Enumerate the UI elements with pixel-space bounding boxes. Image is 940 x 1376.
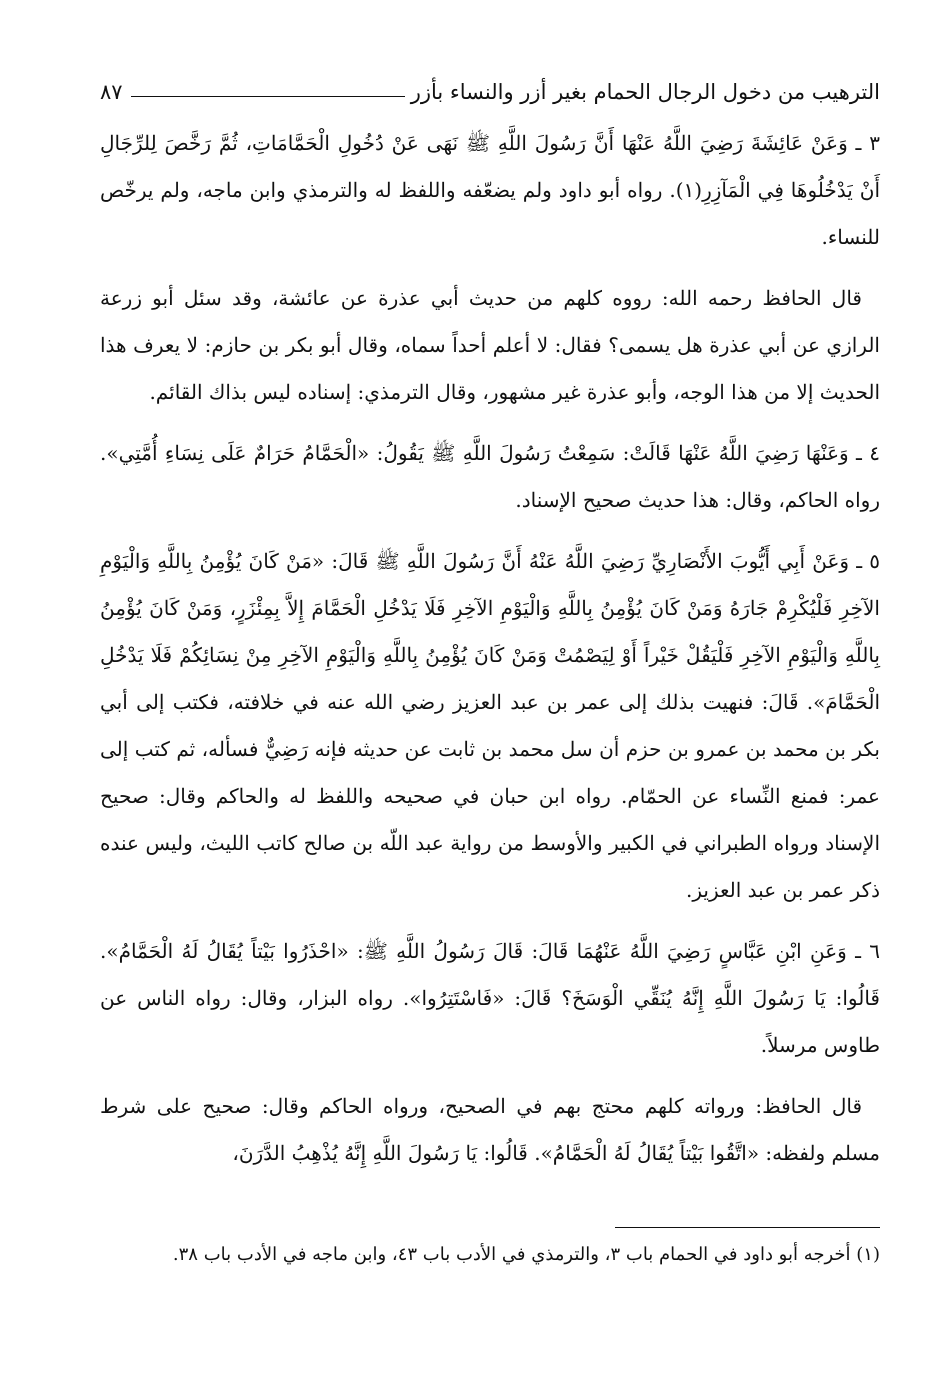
hafiz-commentary-paragraph-2: قال الحافظ: ورواته كلهم محتج بهم في الصحيح، ورواه الحاكم وقال: صحيح على شرط مسلم ولفظه: «اتَّقُوا بَيْتاً يُقَالُ لَهُ الْحَمَّامُ». قَالُوا: يَا رَسُولَ اللَّهِ إِنَّهُ يُذْهِبُ الدَّرَنَ، [100, 1094, 880, 1165]
footnote: (١) أخرجه أبو داود في الحمام باب ٣، والترمذي في الأدب باب ٤٣، وابن ماجه في الأدب باب ٣٨. [172, 1244, 880, 1265]
running-header [100, 72, 880, 112]
hadith-4-paragraph: ٤ ـ وَعَنْهَا رَضِيَ اللَّهُ عَنْهَا قَالَتْ: سَمِعْتُ رَسُولَ اللَّهِ ﷺ يَقُولُ: «الْحَمَّامُ حَرَامٌ عَلَى نِسَاءِ أُمَّتِي». رواه الحاكم، وقال: هذا حديث صحيح الإسناد. [100, 441, 880, 512]
main-text [100, 120, 880, 1191]
hadith-6-paragraph: ٦ ـ وَعَنِ ابْنِ عَبَّاسٍ رَضِيَ اللَّهُ عَنْهُمَا قَالَ: قَالَ رَسُولُ اللَّهِ ﷺ: «احْذَرُوا بَيْتاً يُقَالُ لَهُ الْحَمَّامُ». قَالُوا: يَا رَسُولَ اللَّهِ إِنَّهُ يُنَقِّي الْوَسَخَ؟ قَالَ: «فَاسْتَتِرُوا». رواه البزار، وقال: رواه الناس عن طاوس مرسلاً. [100, 939, 880, 1057]
book-page [100, 0, 880, 1376]
hadith-5-paragraph: ٥ ـ وَعَنْ أَبِي أَيُّوبَ الأَنْصَارِيِّ رَضِيَ اللَّهُ عَنْهُ أَنَّ رَسُولَ اللَّهِ ﷺ قَالَ: «مَنْ كَانَ يُؤْمِنُ بِاللَّهِ وَالْيَوْمِ الآخِرِ فَلْيُكْرِمْ جَارَهُ وَمَنْ كَانَ يُؤْمِنُ بِاللَّهِ وَالْيَوْمِ الآخِرِ فَلَا يَدْخُلِ الْحَمَّامَ إِلاَّ بِمِئْزَرٍ، وَمَنْ كَانَ يُؤْمِنُ بِاللَّهِ وَالْيَوْمِ الآخِرِ فَلْيَقُلْ خَيْراً أَوْ لِيَصْمُتْ وَمَنْ كَانَ يُؤْمِنُ بِاللَّهِ وَالْيَوْمِ الآخِرِ مِنْ نِسَائِكُمْ فَلَا يَدْخُلِ الْحَمَّامَ». قَالَ: فنهيت بذلك إلى عمر بن عبد العزيز رضي الله عنه في خلافته، فكتب إلى أبي بكر بن محمد بن عمرو بن حزم أن سل محمد بن ثابت عن حديثه فإنه رَضِيٌّ فسأله، ثم كتب إلى عمر: فمنع النِّساء عن الحمّام. رواه ابن حبان في صحيحه واللفظ له والحاكم وقال: صحيح الإسناد ورواه الطبراني في الكبير والأوسط من رواية عبد اللّه بن صالح كاتب الليث، وليس عنده ذكر عمر بن عبد العزيز. [100, 549, 880, 902]
hafiz-commentary-paragraph: قال الحافظ رحمه الله: رووه كلهم من حديث أبي عذرة عن عائشة، وقد سئل أبو زرعة الرازي عن أبي عذرة هل يسمى؟ فقال: لا أعلم أحداً سماه، وقال أبو بكر بن حازم: لا يعرف هذا الحديث إلا من هذا الوجه، وأبو عذرة غير مشهور، وقال الترمذي: إسناده ليس بذاك القائم. [100, 286, 880, 404]
footnote-separator [615, 1227, 880, 1228]
header-rule [131, 96, 405, 97]
hadith-3-paragraph: ٣ ـ وَعَنْ عَائِشَةَ رَضِيَ اللَّهُ عَنْهَا أَنَّ رَسُولَ اللَّهِ ﷺ نَهَى عَنْ دُخُولِ الْحَمَّامَاتِ، ثُمَّ رَخَّصَ لِلرِّجَالِ أَنْ يَدْخُلُوهَا فِي الْمَآزِرِ(١). رواه أبو داود ولم يضعّفه واللفظ له والترمذي وابن ماجه، ولم يرخّص للنساء. [100, 131, 880, 249]
page-number: ٨٧ [100, 80, 123, 104]
chapter-title: الترهيب من دخول الرجال الحمام بغير أزر والنساء بأزر [410, 80, 880, 104]
